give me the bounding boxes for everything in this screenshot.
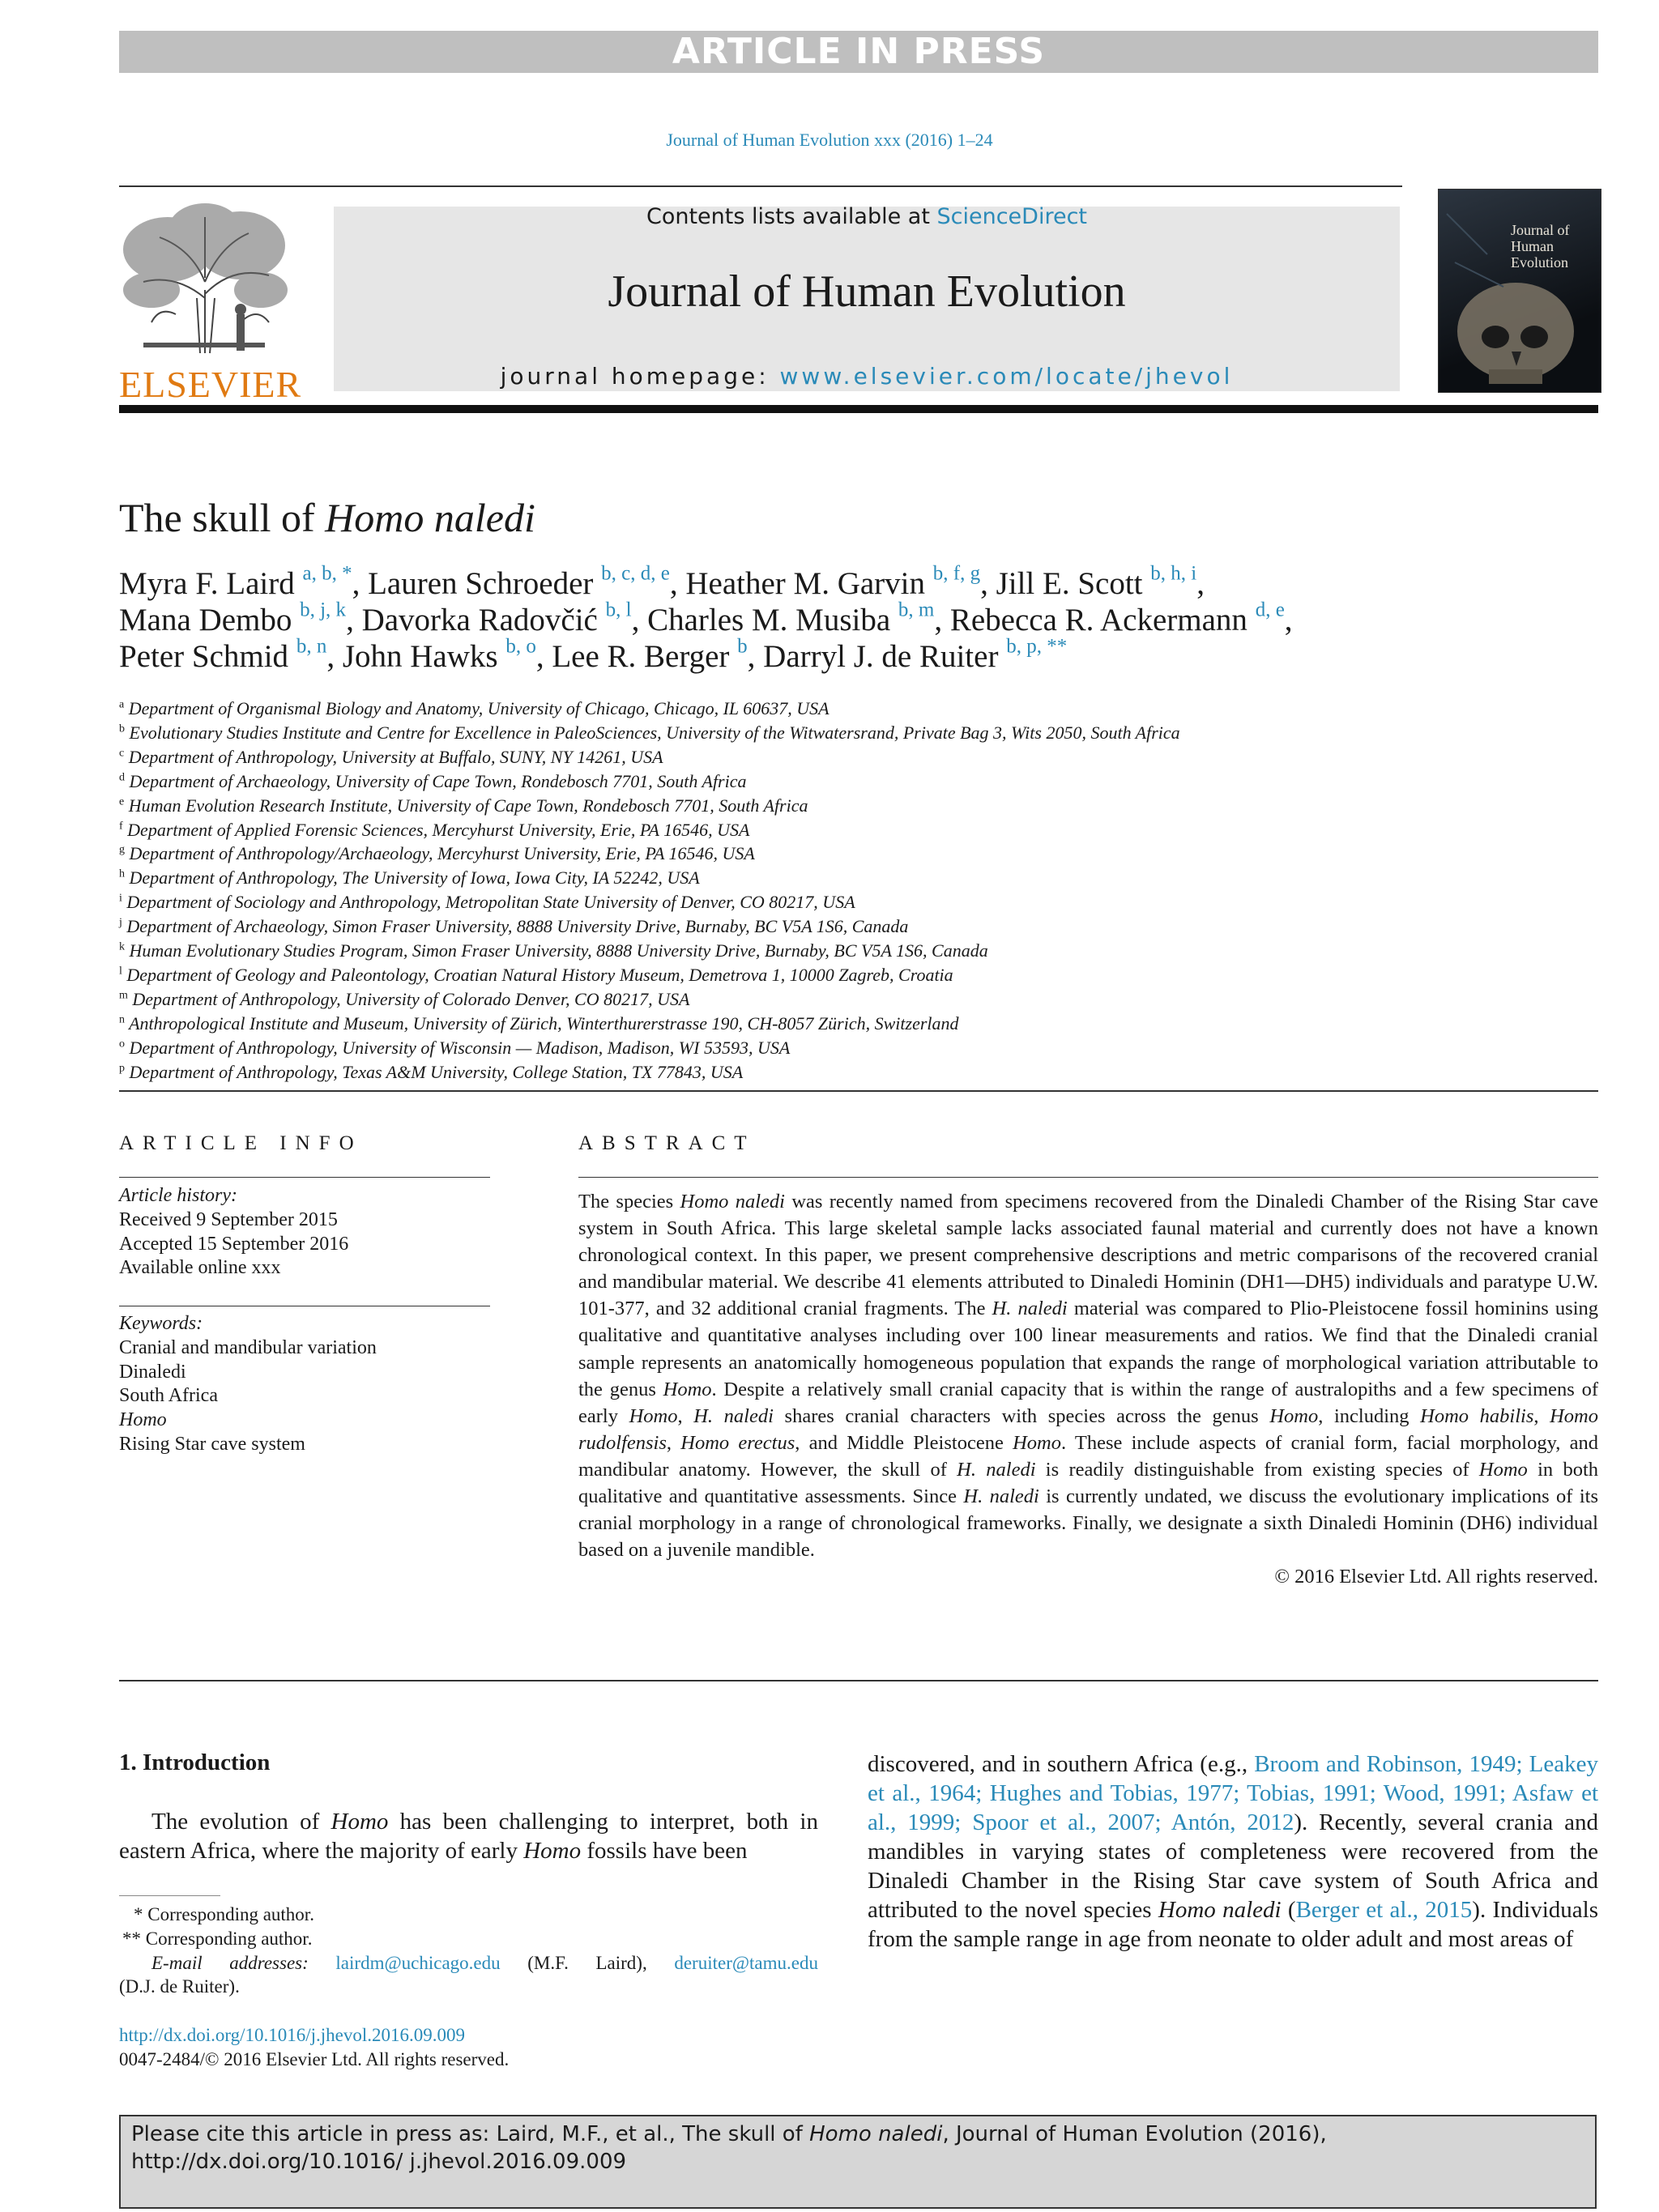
cover-journal-title: Journal of Human Evolution bbox=[1511, 222, 1570, 271]
author-name: John Hawks bbox=[342, 639, 498, 674]
journal-homepage-link[interactable]: www.elsevier.com/locate/jhevol bbox=[779, 363, 1234, 390]
affiliation: $^p$ Department of Anthropology, Texas A&M University, College Station, TX 77843, USA bbox=[119, 1061, 744, 1082]
article-history: Article history: Received 9 September 2015 Accepted 15 September 2016 Available online xxx bbox=[119, 1185, 349, 1279]
elsevier-logo: ELSEVIER bbox=[119, 364, 302, 405]
intro-left-paragraph: The evolution of Homo has been challenging to interpret, both in eastern Africa, where the majority of early Homo fossils have been bbox=[119, 1809, 818, 1864]
affiliation: $^n$ Anthropological Institute and Museum, University of Zürich, Winterthurerstrasse 190, CH-8057 Zürich, Switzerland bbox=[119, 1012, 959, 1034]
doi-block: http://dx.doi.org/10.1016/j.jhevol.2016.09.009 0047-2484/© 2016 Elsevier Ltd. All rights reserved. bbox=[119, 2025, 510, 2069]
affiliation: $^l$ Department of Geology and Paleontology, Croatian Natural History Museum, Demetrova 1, 10000 Zagreb, Croatia bbox=[119, 964, 953, 985]
author-name: Lauren Schroeder bbox=[368, 566, 594, 601]
affiliation: $^g$ Department of Anthropology/Archaeology, Mercyhurst University, Erie, PA 16546, USA bbox=[119, 843, 755, 864]
affiliation: $^o$ Department of Anthropology, University of Wisconsin — Madison, Madison, WI 53593, USA bbox=[119, 1037, 791, 1058]
keyword: Rising Star cave system bbox=[119, 1433, 305, 1455]
affiliation: $^i$ Department of Sociology and Anthropology, Metropolitan State University of Denver, CO 80217, USA bbox=[119, 892, 855, 913]
author-name: Rebecca R. Ackermann bbox=[949, 603, 1247, 637]
author-affil-link[interactable]: a, b, * bbox=[302, 562, 352, 585]
author-name: Mana Dembo bbox=[119, 603, 292, 637]
article-info-heading: ARTICLE INFO bbox=[119, 1132, 363, 1154]
affiliation: $^f$ Department of Applied Forensic Sciences, Mercyhurst University, Erie, PA 16546, USA bbox=[119, 819, 750, 840]
abstract-copyright: © 2016 Elsevier Ltd. All rights reserved. bbox=[1274, 1566, 1598, 1588]
affiliation: $^b$ Evolutionary Studies Institute and Centre for Excellence in PaleoSciences, University of the Witwatersrand, Private Bag 3, Wits 2050, South Africa bbox=[119, 722, 1180, 743]
affiliation: $^k$ Human Evolutionary Studies Program, Simon Fraser University, 8888 University Drive, Burnaby, BC V5A 1S6, Canada bbox=[119, 940, 988, 961]
footnotes: * Corresponding author. ** Corresponding author. E-mail addresses: lairdm@uchicago.edu (M.F. Laird), deruiter@tamu.edu (D.J. de Ruiter). bbox=[119, 1904, 818, 1997]
author-affil-link[interactable]: b, p, ** bbox=[1006, 635, 1068, 658]
intro-right-paragraph: discovered, and in southern Africa (e.g., Broom and Robinson, 1949; Leakey et al., 1964; Hughes and Tobias, 1977; Tobias, 1991; Wood, 1991; Asfaw et al., 1999; Spoor et al., 2007; Antón, 2012). Recently, several crania and mandibles in varying states of completeness were recovered from the Dinaledi Chamber in the Rising Star cave system of South Africa and attributed to the novel species Homo naledi (Berger et al., 2015). Individuals from the sample range in age from neonate to older adult and most areas of bbox=[868, 1751, 1598, 1952]
author-name: Heather M. Garvin bbox=[685, 566, 925, 601]
author-affil-link[interactable]: b, n bbox=[296, 635, 327, 658]
author-name: Lee R. Berger bbox=[552, 639, 730, 674]
affiliations-bottom-rule bbox=[119, 1090, 1598, 1092]
author-affil-link[interactable]: b, j, k bbox=[300, 599, 347, 621]
author-name: Charles M. Musiba bbox=[647, 603, 891, 637]
skull-cover-icon bbox=[1439, 190, 1601, 392]
journal-title: Journal of Human Evolution bbox=[608, 266, 1126, 317]
affiliation: $^c$ Department of Anthropology, University at Buffalo, SUNY, NY 14261, USA bbox=[119, 746, 663, 767]
sciencedirect-link[interactable]: ScienceDirect bbox=[936, 204, 1088, 229]
keyword: Cranial and mandibular variation bbox=[119, 1336, 377, 1358]
affiliation: $^a$ Department of Organismal Biology and Anatomy, University of Chicago, Chicago, IL 60637, USA bbox=[119, 698, 830, 718]
elsevier-tree-logo-icon bbox=[119, 201, 291, 355]
article-title: The skull of Homo naledi bbox=[119, 495, 535, 540]
affiliation: $^m$ Department of Anthropology, University of Colorado Denver, CO 80217, USA bbox=[119, 988, 690, 1009]
journal-citation-link[interactable]: Journal of Human Evolution xxx (2016) 1–24 bbox=[666, 130, 993, 150]
affiliation-list bbox=[119, 697, 1598, 1085]
author-affil-link[interactable]: b, h, i bbox=[1150, 562, 1197, 585]
author-affil-link[interactable]: b, o bbox=[505, 635, 536, 658]
section-heading-introduction: 1. Introduction bbox=[119, 1750, 271, 1775]
abstract-rule bbox=[578, 1177, 1598, 1178]
author-affil-link[interactable]: b, f, g bbox=[932, 562, 981, 585]
abstract-bottom-rule bbox=[119, 1680, 1598, 1681]
email-link-laird[interactable]: lairdm@uchicago.edu bbox=[335, 1952, 501, 1973]
author-name: Davorka Radovčić bbox=[361, 603, 598, 637]
keyword: Homo bbox=[119, 1409, 167, 1431]
citation-links[interactable]: Broom and Robinson, 1949; Leakey et al., 1964; Hughes and Tobias, 1977; Tobias, 1991; Wood, 1991; Asfaw et al., 1999; Spoor et al., 2007; Antón, 2012 bbox=[868, 1751, 1598, 1835]
keyword: South Africa bbox=[119, 1385, 218, 1407]
abstract-heading: ABSTRACT bbox=[578, 1132, 756, 1154]
author-affil-link[interactable]: b bbox=[737, 635, 748, 658]
article-in-press-banner: ARTICLE IN PRESS bbox=[119, 31, 1598, 73]
author-list: Myra F. Laird $^{a, b, *}$, Lauren Schroeder $^{b, c, d, e}$, Heather M. Garvin $^{b, f, g}$, Jill E. Scott $^{b, h, i}$, Mana Dembo $^{b, j, k}$, Davorka Radovčić $^{b, l}$, Charles M. Musiba $^{b, m}$, Rebecca R. Ackermann $^{d, e}$, Peter Schmid $^{b, n}$, John Hawks $^{b, o}$, Lee R. Berger $^b$, Darryl J. de Ruiter $^{b, p, **}$ bbox=[119, 562, 1293, 674]
abstract-text: The species Homo naledi was recently named from specimens recovered from the Dinaledi Chamber of the Rising Star cave system in South Africa. This large skeletal sample lacks associated faunal material and currently does not have a known chronological context. In this paper, we present comprehensive descriptions and metric comparisons of the recovered cranial and mandibular material. We describe 41 elements attributed to Dinaledi Hominin (DH1—DH5) individuals and paratype U.W. 101-377, and 32 additional cranial fragments. The H. naledi material was compared to Plio-Pleistocene fossil hominins using qualitative and quantitative analyses including over 100 linear measurements and ratios. We find that the Dinaledi cranial sample represents an anatomically homogeneous population that expands the range of morphological variation attributable to the genus Homo. Despite a relatively small cranial capacity that is within the range of australopiths and a few specimens of early Homo, H. naledi shares cranial characters with species across the genus Homo, including Homo habilis, Homo rudolfensis, Homo erectus, and Middle Pleistocene Homo. These include aspects of cranial form, facial morphology, and mandibular anatomy. However, the skull of H. naledi is readily distinguishable from existing species of Homo in both qualitative and quantitative assessments. Since H. naledi is currently undated, we discuss the evolutionary implications of its cranial morphology in a range of chronological frameworks. Finally, we designate a sixth Dinaledi Hominin (DH6) individual based on a juvenile mandible. © 2016 Elsevier Ltd. All rights reserved. bbox=[578, 1188, 1598, 1590]
header-thick-rule bbox=[119, 405, 1598, 413]
affiliation: $^d$ Department of Archaeology, University of Cape Town, Rondebosch 7701, South Africa bbox=[119, 770, 747, 791]
author-name: Darryl J. de Ruiter bbox=[763, 639, 999, 674]
cite-box-text: Please cite this article in press as: Laird, M.F., et al., The skull of Homo naledi, Journal of Human Evolution (2016), http://dx.doi.org/10.1016/ j.jhevol.2016.09.009 bbox=[131, 2122, 1327, 2174]
citation-link-berger[interactable]: Berger et al., 2015 bbox=[1295, 1897, 1473, 1923]
affiliation: $^h$ Department of Anthropology, The University of Iowa, Iowa City, IA 52242, USA bbox=[119, 867, 700, 889]
author-name: Peter Schmid bbox=[119, 639, 289, 674]
affiliation: $^j$ Department of Archaeology, Simon Fraser University, 8888 University Drive, Burnaby, BC V5A 1S6, Canada bbox=[119, 916, 909, 937]
journal-cover-image bbox=[1438, 189, 1601, 393]
author-affil-link[interactable]: b, c, d, e bbox=[601, 562, 670, 585]
keyword: Dinaledi bbox=[119, 1361, 186, 1383]
article-info-rule bbox=[119, 1177, 490, 1178]
author-affil-link[interactable]: d, e bbox=[1255, 599, 1285, 621]
author-name: Myra F. Laird bbox=[119, 566, 295, 601]
author-affil-link[interactable]: b, l bbox=[605, 599, 632, 621]
author-affil-link[interactable]: b, m bbox=[898, 599, 935, 621]
journal-homepage-line: journal homepage: www.elsevier.com/locate/jhevol bbox=[500, 363, 1234, 390]
affiliation: $^e$ Human Evolution Research Institute, University of Cape Town, Rondebosch 7701, South Africa bbox=[119, 795, 808, 816]
author-name: Jill E. Scott bbox=[996, 566, 1143, 601]
footnote-rule bbox=[119, 1895, 220, 1896]
keywords-list: Keywords: Cranial and mandibular variation Dinaledi South Africa Homo Rising Star cave system bbox=[119, 1312, 492, 1457]
doi-link[interactable]: http://dx.doi.org/10.1016/j.jhevol.2016.09.009 bbox=[119, 2025, 465, 2045]
header-top-rule bbox=[119, 185, 1402, 187]
contents-line: Contents lists available at ScienceDirect bbox=[646, 204, 1088, 229]
email-link-deruiter[interactable]: deruiter@tamu.edu bbox=[674, 1952, 818, 1973]
